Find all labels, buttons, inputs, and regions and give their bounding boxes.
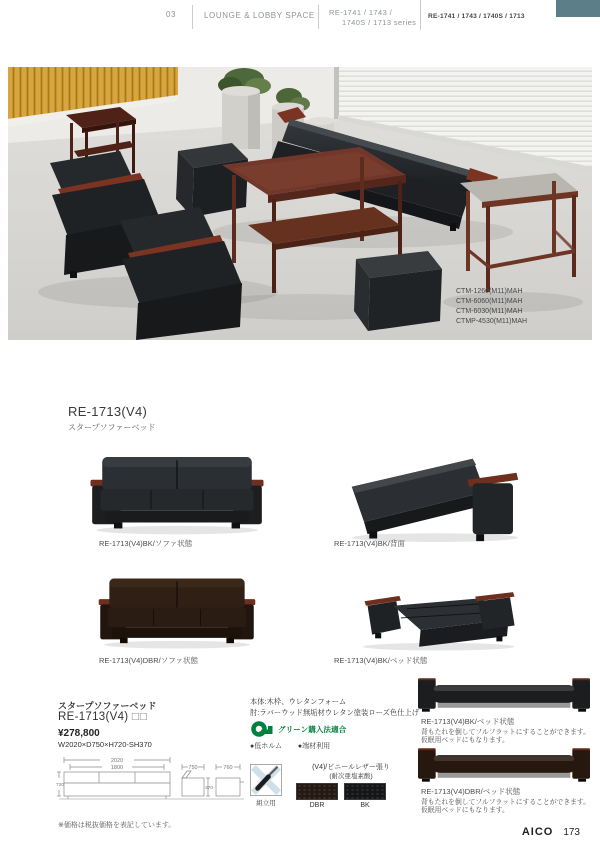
assembly-label: 組立用 [256, 800, 276, 807]
green-purchase-label: グリーン購入法適合 [278, 724, 347, 734]
swatch-dbr-label: DBR [309, 802, 325, 809]
section-subtitle: スタープソファーベッド [68, 423, 156, 432]
swatch-bk-color [344, 783, 386, 800]
bed-state-caption: RE-1713(V4)BK/ベッド状態 [421, 717, 515, 726]
spec-model [58, 711, 148, 723]
dim-inner: 1800 [110, 765, 124, 771]
swatch-dbr [296, 783, 338, 809]
section-title: RE-1713(V4) [68, 404, 148, 419]
assembly-required-block [250, 764, 282, 807]
spec-price: ¥278,800 [58, 728, 100, 739]
swatch-bk-label: BK [360, 802, 370, 809]
product-caption: RE-1713(V4)DBR/ソファ状態 [99, 656, 199, 665]
product-code: CTM-6030(M11)MAH [456, 308, 523, 315]
bed-state-caption: RE-1713(V4)DBR/ベッド状態 [421, 787, 521, 796]
bed-state-desc: 背もたれを倒してフルフラットにすることができます。 [421, 799, 590, 806]
spec-heading: スタープソファーベッド [58, 701, 157, 711]
bed-state-desc: 背もたれを倒してフルフラットにすることができます。 [421, 729, 590, 736]
section-header [68, 404, 155, 433]
product-image-sofa-front-dbr [72, 574, 282, 650]
page-corner-tab [556, 0, 600, 17]
bed-state-desc: 仮眠用ベッドにもなります。 [421, 807, 509, 814]
header-divider [192, 5, 193, 29]
swatch-dbr-color [296, 783, 338, 800]
category-title: LOUNGE & LOBBY SPACE [204, 11, 315, 20]
bed-state-image-dbr [418, 746, 590, 783]
dim-seat-height: 370 [204, 786, 214, 791]
green-purchase-law-icon [250, 721, 274, 737]
dimension-drawing [56, 752, 246, 814]
product-code: CTMP-4530(M11)MAH [456, 318, 528, 325]
series-line2: 1740S / 1713 series [342, 18, 417, 27]
dim-depth2: 760 [223, 765, 233, 771]
eco-low-formaldehyde: ●低ホルム [250, 743, 282, 750]
product-image-sofa-back-bk [330, 450, 540, 542]
product-caption: RE-1713(V4)BK/ソファ状態 [99, 539, 193, 548]
page-number: 03 [166, 10, 177, 19]
bed-state-image-bk [418, 676, 590, 713]
eco-offcut-use: ●端材利用 [297, 743, 331, 750]
model-color-placeholder: □□ [131, 711, 148, 723]
series-line1: RE-1741 / 1743 / [329, 8, 393, 17]
upholstery-type: (V4)/ビニールレザー張り [312, 764, 390, 771]
footer [522, 826, 580, 838]
dim-depth1: 750 [188, 765, 198, 771]
price-note: ※価格は税抜価格を表記しています。 [58, 822, 176, 829]
product-image-sofa-front-bk [72, 452, 282, 536]
header-divider [318, 5, 319, 29]
green-purchase-mark-row [250, 721, 346, 737]
product-caption: RE-1713(V4)BK/ベッド状態 [334, 656, 428, 665]
spec-size: W2020×D750×H720-SH370 [58, 740, 152, 749]
bed-state-desc: 仮眠用ベッドにもなります。 [421, 737, 509, 744]
eco-attributes [250, 741, 344, 751]
material-line1: 本体:木枠、ウレタンフォーム [250, 697, 347, 706]
brand-logo: AICO [521, 826, 554, 838]
dim-outer: 2020 [110, 758, 124, 764]
material-line2: 肘:ラバーウッド無垢材ウレタン塗装ローズ色仕上げ [250, 708, 420, 717]
product-code: CTM-6060(M11)MAH [456, 298, 523, 305]
footer-page-number: 173 [563, 827, 580, 838]
assembly-screwdriver-icon [250, 764, 282, 796]
product-caption: RE-1713(V4)BK/背面 [334, 539, 405, 548]
product-image-bed-bk [320, 580, 550, 652]
product-code: CTM-1260(M11)MAH [456, 288, 523, 295]
swatch-bk [344, 783, 386, 809]
dim-height: 720 [56, 783, 65, 788]
series-title [329, 8, 416, 28]
model-code: RE-1713(V4) [58, 711, 129, 723]
photo-product-codes [456, 287, 527, 327]
series-bold-title: RE-1741 / 1743 / 1740S / 1713 [428, 13, 525, 20]
upholstery-note: (耐次亜塩素酸) [329, 773, 373, 780]
header-divider [420, 0, 421, 30]
